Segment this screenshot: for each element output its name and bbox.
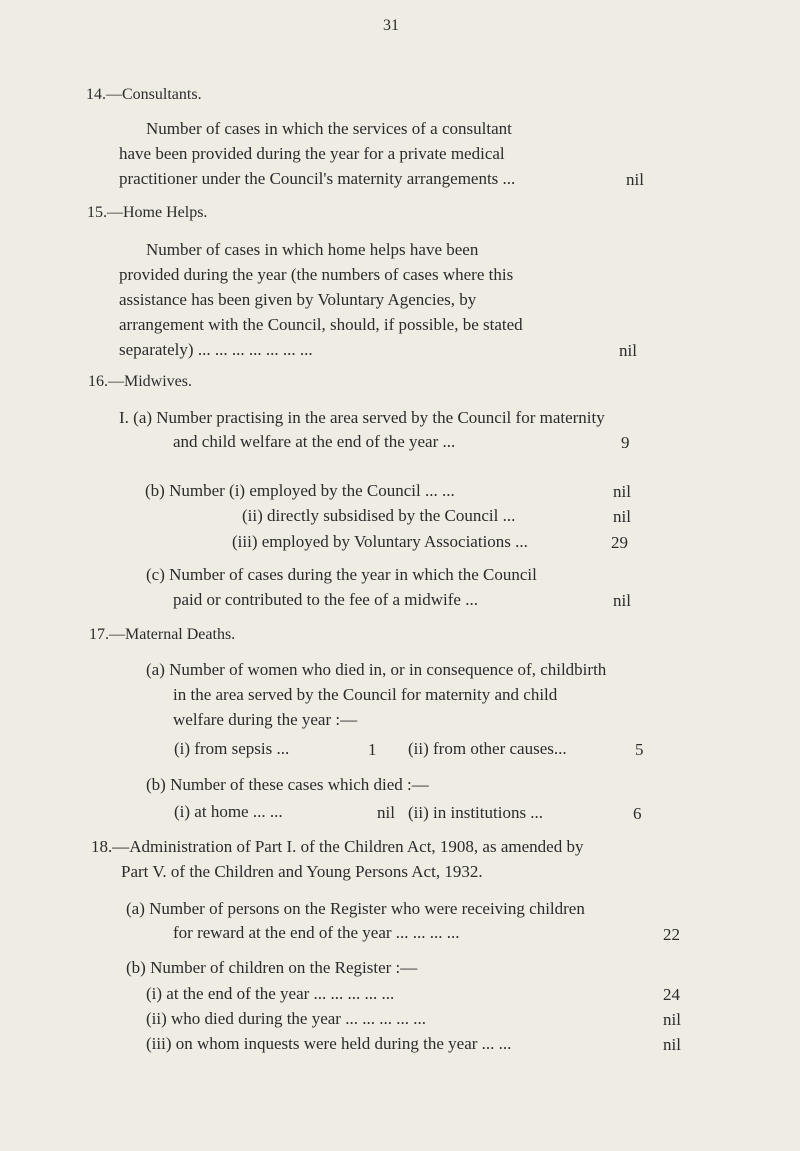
section-17-a-ii-value: 5 (635, 740, 644, 759)
section-18-a-line: for reward at the end of the year ... ... ... ... (173, 923, 460, 942)
section-18-b-iii-value: nil (663, 1035, 681, 1054)
section-16-c-line: paid or contributed to the fee of a midwife ... (173, 590, 478, 609)
section-17-a-ii: (ii) from other causes... (408, 739, 567, 758)
section-17-a-i: (i) from sepsis ... (174, 739, 290, 758)
section-14-text-line: have been provided during the year for a private medical (119, 144, 505, 163)
section-17-heading: 17.—Maternal Deaths. (89, 626, 236, 643)
section-16-c-line: (c) Number of cases during the year in which the Council (146, 565, 537, 584)
section-15-heading: 15.—Home Helps. (87, 204, 208, 221)
section-18-heading: 18.—Administration of Part I. of the Children Act, 1908, as amended by (91, 837, 584, 856)
section-15-text-line: assistance has been given by Voluntary Agencies, by (119, 290, 477, 309)
section-14-heading: 14.—Consultants. (86, 86, 202, 103)
section-15-value: nil (619, 341, 637, 360)
section-16-a-line: and child welfare at the end of the year ... (173, 432, 456, 451)
section-17-b-line: (b) Number of these cases which died :— (146, 775, 429, 794)
section-16-b-i-value: nil (613, 482, 631, 501)
section-15-text-line: arrangement with the Council, should, if possible, be stated (119, 315, 523, 334)
section-18-b-line: (b) Number of children on the Register :— (126, 958, 418, 977)
section-17-a-i-value: 1 (368, 740, 377, 759)
section-16-b-iii: (iii) employed by Voluntary Associations ... (232, 532, 528, 551)
section-14-text-line: Number of cases in which the services of a consultant (146, 119, 512, 138)
section-17-b-i-value: nil (377, 803, 395, 822)
section-17-a-line: welfare during the year :— (173, 710, 358, 729)
section-18-b-i-value: 24 (663, 985, 680, 1004)
section-17-a-line: (a) Number of women who died in, or in consequence of, childbirth (146, 660, 607, 679)
section-14-text-line: practitioner under the Council's maternity arrangements ... (119, 169, 516, 188)
section-14-value: nil (626, 170, 644, 189)
section-18-b-ii-value: nil (663, 1010, 681, 1029)
section-18-b-i: (i) at the end of the year ... ... ... ... ... (146, 984, 395, 1003)
section-18-b-ii: (ii) who died during the year ... ... ... ... ... (146, 1009, 426, 1028)
section-18-b-iii: (iii) on whom inquests were held during the year ... ... (146, 1034, 512, 1053)
section-18-a-line: (a) Number of persons on the Register who were receiving children (126, 899, 585, 918)
section-16-heading: 16.—Midwives. (88, 373, 192, 390)
section-15-text-line: Number of cases in which home helps have been (146, 240, 479, 259)
section-17-b-i: (i) at home ... ... (174, 802, 283, 821)
section-15-text-line: separately) ... ... ... ... ... ... ... (119, 340, 313, 359)
section-16-c-value: nil (613, 591, 631, 610)
page-number: 31 (383, 17, 399, 34)
section-17-b-ii: (ii) in institutions ... (408, 803, 544, 822)
section-16-b-ii: (ii) directly subsidised by the Council ... (242, 506, 516, 525)
section-18-heading-line2: Part V. of the Children and Young Persons Act, 1932. (121, 862, 483, 881)
section-16-a-value: 9 (621, 433, 630, 452)
section-16-b-i: (b) Number (i) employed by the Council ... ... (145, 481, 455, 500)
section-16-b-ii-value: nil (613, 507, 631, 526)
section-17-a-line: in the area served by the Council for maternity and child (173, 685, 558, 704)
section-16-a-line: I. (a) Number practising in the area served by the Council for maternity (119, 408, 605, 427)
section-16-b-iii-value: 29 (611, 533, 628, 552)
section-18-a-value: 22 (663, 925, 680, 944)
section-17-b-ii-value: 6 (633, 804, 642, 823)
section-15-text-line: provided during the year (the numbers of cases where this (119, 265, 514, 284)
